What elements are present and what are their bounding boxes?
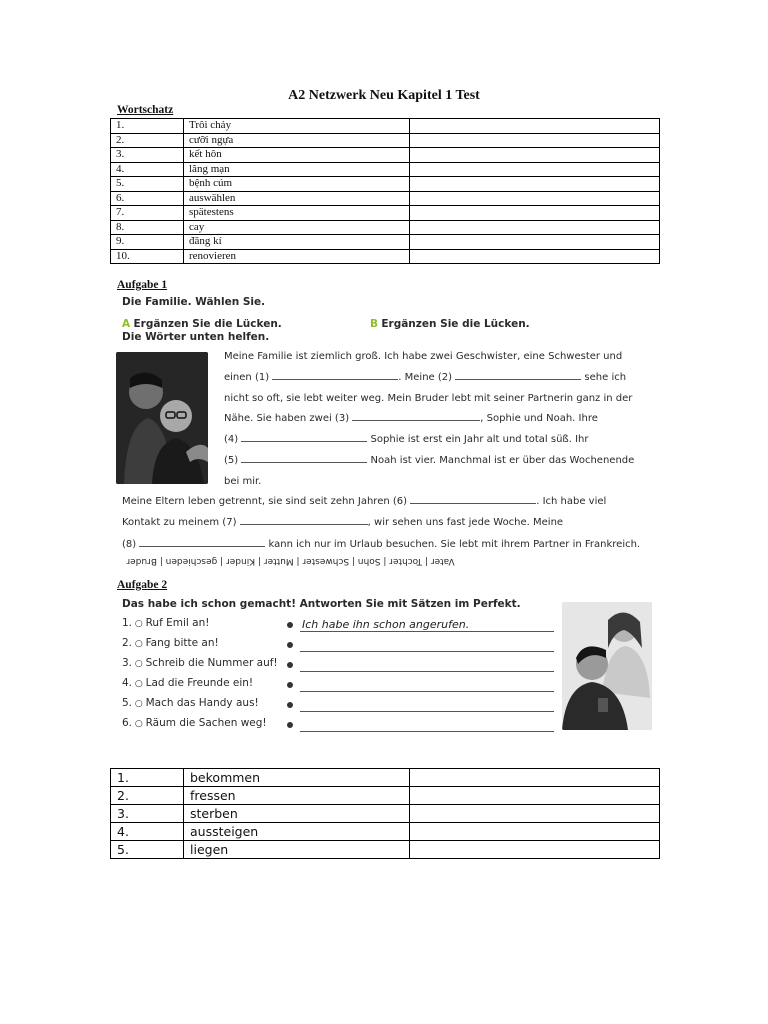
text-line-2b: . Meine (2) xyxy=(398,372,453,383)
verb-row xyxy=(111,823,660,841)
verb-row-word: bekommen xyxy=(184,769,410,787)
verb-row xyxy=(111,769,660,787)
vocab-row-word: lãng mạn xyxy=(184,162,410,177)
aufgabe1-exercise xyxy=(118,294,648,580)
text-line-9a: Kontakt zu meinem (7) xyxy=(122,517,237,528)
aufgabe1-heading: Aufgabe 1 xyxy=(117,279,168,291)
text-line-2c: sehe ich xyxy=(584,372,627,383)
vocab-row-word: renovieren xyxy=(184,249,410,264)
vocab-row-word: cưỡi ngựa xyxy=(184,133,410,148)
blank-3[interactable] xyxy=(352,410,480,421)
verb-row-word: fressen xyxy=(184,787,410,805)
item-number: 1. xyxy=(122,617,133,629)
vocab-row xyxy=(111,220,660,235)
part-a-instruction-2: Die Wörter unten helfen. xyxy=(122,331,270,343)
verb-row-word: aussteigen xyxy=(184,823,410,841)
vocab-row xyxy=(111,148,660,163)
vocab-row-answer[interactable] xyxy=(410,177,660,192)
vocab-row-word: auswählen xyxy=(184,191,410,206)
item-number: 5. xyxy=(122,697,133,709)
bullet-icon xyxy=(287,622,293,628)
text-line-1: Meine Familie ist ziemlich groß. Ich habe zwei Geschwister, eine Schwester und xyxy=(224,351,623,362)
vocab-row-answer[interactable] xyxy=(410,206,660,221)
exercise-item xyxy=(122,717,267,729)
part-b-letter: B xyxy=(370,318,379,330)
family-photo xyxy=(116,352,208,484)
vocab-row-word: cay xyxy=(184,220,410,235)
part-a-instruction: Ergänzen Sie die Lücken. xyxy=(133,318,282,330)
aufgabe2-title: Das habe ich schon gemacht! Antworten Sie mit Sätzen im Perfekt. xyxy=(122,598,521,610)
vocab-row-num: 8. xyxy=(111,220,184,235)
exercise-item xyxy=(122,657,278,669)
vocab-row-answer[interactable] xyxy=(410,119,660,134)
circle-icon: ○ xyxy=(132,679,146,689)
blank-4[interactable] xyxy=(241,431,367,442)
verb-row-num: 2. xyxy=(111,787,184,805)
text-line-9b: , wir sehen uns fast jede Woche. Meine xyxy=(367,517,564,528)
text-line-4b: , Sophie und Noah. Ihre xyxy=(480,413,598,424)
vocab-row-num: 4. xyxy=(111,162,184,177)
vocab-row xyxy=(111,235,660,250)
vocab-row-answer[interactable] xyxy=(410,162,660,177)
item-prompt: Räum die Sachen weg! xyxy=(145,717,267,729)
item-prompt: Mach das Handy aus! xyxy=(145,697,259,709)
verb-row xyxy=(111,805,660,823)
bullet-icon xyxy=(287,702,293,708)
circle-icon: ○ xyxy=(132,719,146,729)
vocab-row-num: 1. xyxy=(111,119,184,134)
vocab-row-num: 9. xyxy=(111,235,184,250)
item-number: 3. xyxy=(122,657,133,669)
vocab-row xyxy=(111,119,660,134)
vocab-row-word: bệnh cúm xyxy=(184,177,410,192)
vocab-table xyxy=(110,118,660,264)
verb-row-answer[interactable] xyxy=(410,823,660,841)
answer-line[interactable]: Ich habe ihn schon angerufen. xyxy=(300,618,554,632)
text-line-6b: Noah ist vier. Manchmal ist er über das Wochenende xyxy=(370,455,635,466)
blank-5[interactable] xyxy=(241,452,367,463)
part-a-letter: A xyxy=(122,318,131,330)
item-prompt: Schreib die Nummer auf! xyxy=(145,657,278,669)
vocab-row xyxy=(111,177,660,192)
vocab-row xyxy=(111,206,660,221)
bullet-icon xyxy=(287,642,293,648)
exercise-item xyxy=(122,697,259,709)
vocab-row-num: 7. xyxy=(111,206,184,221)
bullet-icon xyxy=(287,722,293,728)
blank-8[interactable] xyxy=(139,536,265,547)
text-line-7: bei mir. xyxy=(224,476,262,487)
aufgabe2-exercise xyxy=(118,596,658,736)
vocab-row-answer[interactable] xyxy=(410,191,660,206)
verb-row-answer[interactable] xyxy=(410,805,660,823)
blank-2[interactable] xyxy=(455,369,581,380)
text-line-2a: einen (1) xyxy=(224,372,270,383)
vocab-row-word: kết hôn xyxy=(184,148,410,163)
exercise-item xyxy=(122,677,253,689)
verb-row xyxy=(111,787,660,805)
verb-row-num: 1. xyxy=(111,769,184,787)
verb-row-answer[interactable] xyxy=(410,841,660,859)
text-line-4a: Nähe. Sie haben zwei (3) xyxy=(224,413,350,424)
page-title: A2 Netzwerk Neu Kapitel 1 Test xyxy=(288,88,480,103)
vocab-row-num: 3. xyxy=(111,148,184,163)
circle-icon: ○ xyxy=(132,659,146,669)
vocab-row-answer[interactable] xyxy=(410,235,660,250)
exercise-item xyxy=(122,617,209,629)
vocab-row-answer[interactable] xyxy=(410,133,660,148)
word-bank-upside-down: Vater | Tochter | Sohn | Schwester | Mutter | Kinder | geschieden | Bruder xyxy=(126,556,455,566)
blank-6[interactable] xyxy=(410,493,536,504)
verb-row-answer[interactable] xyxy=(410,787,660,805)
answer-line[interactable] xyxy=(300,638,554,652)
item-prompt: Lad die Freunde ein! xyxy=(145,677,254,689)
vocab-row-num: 10. xyxy=(111,249,184,264)
text-line-10b: kann ich nur im Urlaub besuchen. Sie lebt mit ihrem Partner in Frankreich. xyxy=(268,539,641,550)
text-line-8a: Meine Eltern leben getrennt, sie sind seit zehn Jahren (6) xyxy=(122,496,408,507)
answer-line[interactable] xyxy=(300,698,554,712)
vocab-row-num: 2. xyxy=(111,133,184,148)
verb-row-num: 5. xyxy=(111,841,184,859)
blank-7[interactable] xyxy=(240,514,368,525)
aufgabe1-title: Die Familie. Wählen Sie. xyxy=(122,296,266,308)
verb-row-word: liegen xyxy=(184,841,410,859)
verb-row xyxy=(111,841,660,859)
vocab-row-num: 6. xyxy=(111,191,184,206)
vocab-row-word: Trôi chảy xyxy=(184,119,410,134)
exercise-item xyxy=(122,637,219,649)
vocab-row xyxy=(111,133,660,148)
circle-icon: ○ xyxy=(132,699,146,709)
verb-row-num: 4. xyxy=(111,823,184,841)
vocab-row-word: đăng kí xyxy=(184,235,410,250)
answer-line[interactable] xyxy=(300,718,554,732)
text-line-5a: (4) xyxy=(224,434,239,445)
vocab-row-answer[interactable] xyxy=(410,148,660,163)
aufgabe2-heading: Aufgabe 2 xyxy=(117,579,168,591)
item-number: 6. xyxy=(122,717,133,729)
vocab-row-answer[interactable] xyxy=(410,249,660,264)
text-line-3: nicht so oft, sie lebt weiter weg. Mein Bruder lebt mit seiner Partnerin ganz in der xyxy=(224,393,633,404)
item-prompt: Ruf Emil an! xyxy=(145,617,210,629)
vocab-row-word: spätestens xyxy=(184,206,410,221)
teens-photo xyxy=(562,602,652,730)
text-line-5b: Sophie ist erst ein Jahr alt und total süß. Ihr xyxy=(370,434,589,445)
vocab-heading: Wortschatz xyxy=(117,104,174,116)
vocab-row xyxy=(111,162,660,177)
verb-row-word: sterben xyxy=(184,805,410,823)
item-prompt: Fang bitte an! xyxy=(145,637,219,649)
verb-row-answer[interactable] xyxy=(410,769,660,787)
text-line-8b: . Ich habe viel xyxy=(536,496,607,507)
verb-row-num: 3. xyxy=(111,805,184,823)
circle-icon: ○ xyxy=(132,619,146,629)
answer-line[interactable] xyxy=(300,658,554,672)
vocab-row xyxy=(111,191,660,206)
blank-1[interactable] xyxy=(272,369,398,380)
part-b-instruction: Ergänzen Sie die Lücken. xyxy=(381,318,530,330)
vocab-row-answer[interactable] xyxy=(410,220,660,235)
bullet-icon xyxy=(287,682,293,688)
bullet-icon xyxy=(287,662,293,668)
item-number: 2. xyxy=(122,637,133,649)
text-line-6a: (5) xyxy=(224,455,239,466)
verb-table xyxy=(110,768,660,859)
circle-icon: ○ xyxy=(132,639,146,649)
vocab-row-num: 5. xyxy=(111,177,184,192)
vocab-row xyxy=(111,249,660,264)
answer-line[interactable] xyxy=(300,678,554,692)
text-line-10a: (8) xyxy=(122,539,137,550)
item-number: 4. xyxy=(122,677,133,689)
